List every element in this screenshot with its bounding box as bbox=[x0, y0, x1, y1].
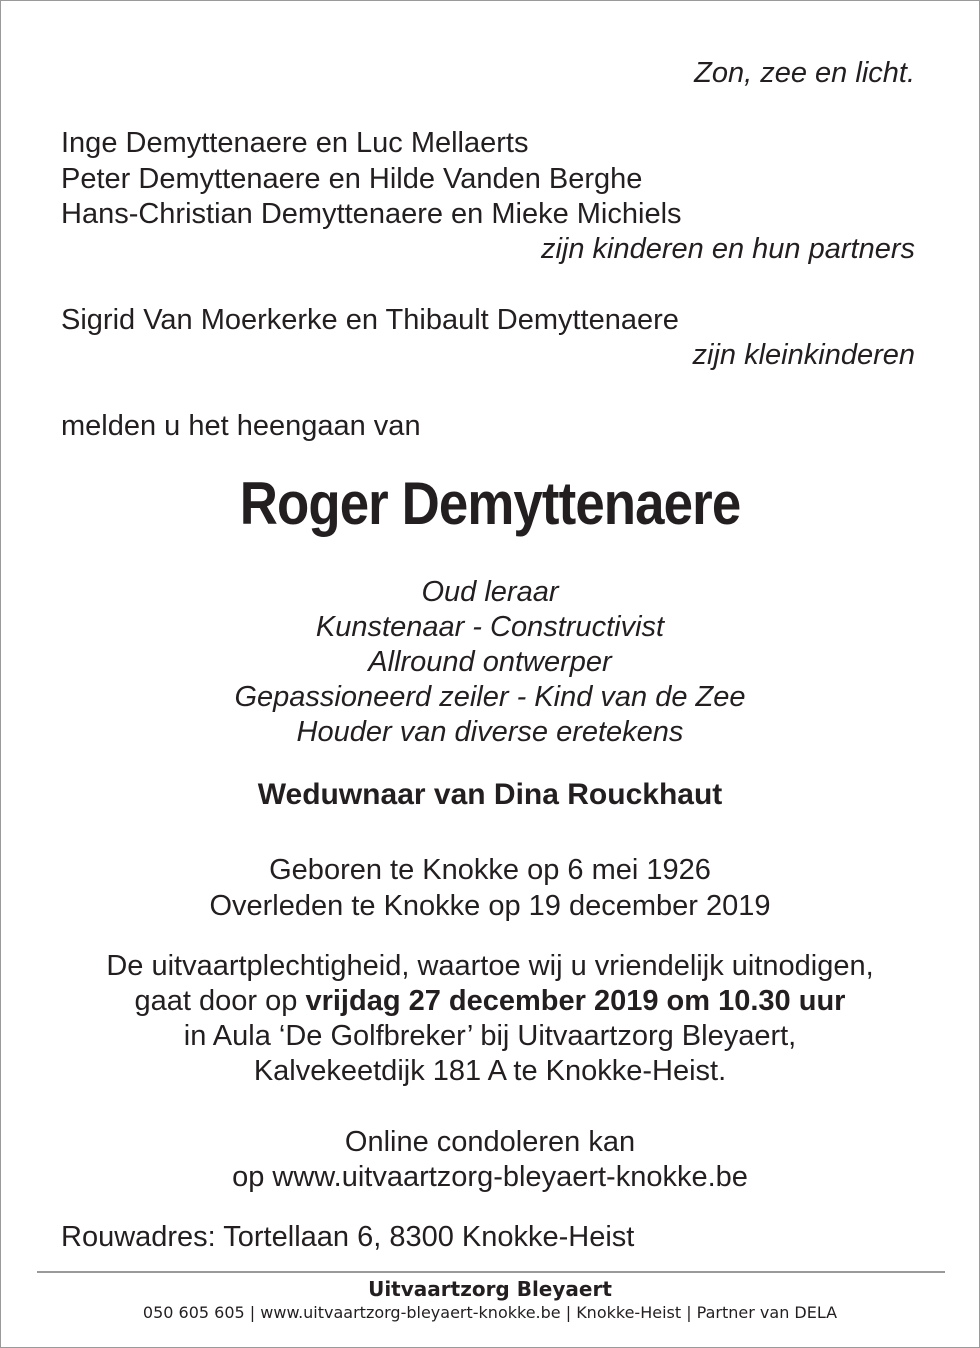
title-line-5: Houder van diverse eretekens bbox=[296, 716, 684, 748]
mourning-address: Rouwadres: Tortellaan 6, 8300 Knokke-Heist bbox=[61, 1221, 635, 1253]
born-line: Geboren te Knokke op 6 mei 1926 bbox=[269, 854, 711, 886]
ceremony-prefix: gaat door op bbox=[134, 985, 306, 1017]
title-line-2: Kunstenaar - Constructivist bbox=[315, 611, 665, 643]
died-line: Overleden te Knokke op 19 december 2019 bbox=[209, 890, 771, 922]
grandchildren-line: Sigrid Van Moerkerke en Thibault Demyttenaere bbox=[61, 304, 679, 336]
grandchildren-role: zijn kleinkinderen bbox=[692, 339, 915, 371]
children-role: zijn kinderen en hun partners bbox=[540, 233, 915, 265]
condolence-line-1: Online condoleren kan bbox=[344, 1126, 636, 1158]
announce-text: melden u het heengaan van bbox=[61, 410, 421, 442]
title-line-3: Allround ontwerper bbox=[368, 646, 612, 678]
motto: Zon, zee en licht. bbox=[694, 57, 915, 89]
widower-line: Weduwnaar van Dina Rouckhaut bbox=[257, 778, 723, 811]
footer-company: Uitvaartzorg Bleyaert bbox=[368, 1277, 612, 1301]
child-line-1: Inge Demyttenaere en Luc Mellaerts bbox=[61, 127, 529, 159]
ceremony-line-4: Kalvekeetdijk 181 A te Knokke-Heist. bbox=[253, 1055, 727, 1087]
title-line-4: Gepassioneerd zeiler - Kind van de Zee bbox=[234, 681, 746, 713]
deceased-name: Roger Demyttenaere bbox=[239, 470, 741, 537]
ceremony-line-2 bbox=[1, 984, 979, 1018]
ceremony-date: vrijdag 27 december 2019 om 10.30 uur bbox=[305, 985, 846, 1017]
condolence-link[interactable]: op www.uitvaartzorg-bleyaert-knokke.be bbox=[232, 1161, 748, 1193]
child-line-3: Hans-Christian Demyttenaere en Mieke Michiels bbox=[61, 198, 682, 230]
child-line-2: Peter Demyttenaere en Hilde Vanden Berghe bbox=[61, 163, 643, 195]
ceremony-line-3: in Aula ‘De Golfbreker’ bij Uitvaartzorg Bleyaert, bbox=[183, 1020, 797, 1052]
footer-divider bbox=[37, 1271, 945, 1273]
footer-details: 050 605 605 | www.uitvaartzorg-bleyaert-knokke.be | Knokke-Heist | Partner van DELA bbox=[142, 1303, 838, 1322]
title-line-1: Oud leraar bbox=[421, 576, 559, 608]
ceremony-line-1: De uitvaartplechtigheid, waartoe wij u vriendelijk uitnodigen, bbox=[106, 950, 874, 982]
